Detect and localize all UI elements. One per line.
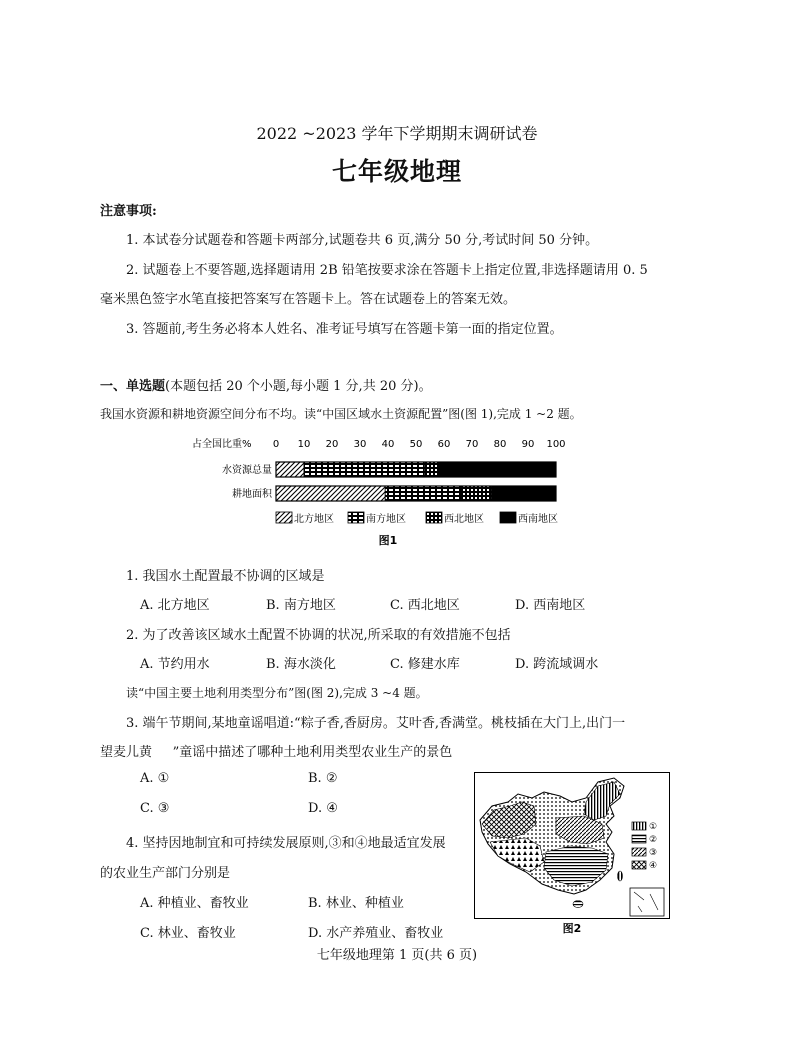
map-legend-swatch-2 <box>632 835 646 843</box>
map-legend-label-1: ① <box>649 822 658 832</box>
map-legend-label-3: ③ <box>649 848 658 858</box>
chart-tick-label: 30 <box>353 439 367 450</box>
chart-tick-label: 80 <box>493 439 507 450</box>
chart-tick-label: 60 <box>437 439 451 450</box>
section-title: 一、单选题 <box>100 379 166 394</box>
question-2-option-d[interactable]: D. 跨流域调水 <box>515 657 599 672</box>
chart-bar-segment <box>385 486 461 501</box>
notice-item-3: 3. 答题前,考生务必将本人姓名、准考证号填写在答题卡第一面的指定位置。 <box>126 322 563 337</box>
notice-heading: 注意事项: <box>100 204 157 219</box>
map-legend-swatch-1 <box>632 822 646 830</box>
exam-title: 2022 ~2023 学年下学期期末调研试卷 <box>256 124 538 143</box>
chart-legend-swatch <box>426 512 442 523</box>
question-4-option-d[interactable]: D. 水产养殖业、畜牧业 <box>308 926 444 941</box>
chart-tick-label: 40 <box>381 439 395 450</box>
map-legend-label-4: ④ <box>649 861 658 871</box>
question-3-line-1: 3. 端午节期间,某地童谣唱道:“粽子香,香厨房。艾叶香,香满堂。桃枝插在大门上,出门一 <box>126 716 626 731</box>
chart-tick-label: 100 <box>546 439 566 450</box>
map-caption: 图2 <box>562 922 582 935</box>
water-land-chart <box>190 432 590 550</box>
chart-bar-segment <box>276 462 304 477</box>
chart-bar-segment <box>461 486 492 501</box>
chart-tick-label: 50 <box>409 439 423 450</box>
question-2-option-c[interactable]: C. 修建水库 <box>390 657 460 672</box>
question-3-option-b[interactable]: B. ② <box>308 771 338 786</box>
chart-legend-swatch <box>276 512 292 523</box>
chart-bar-segment <box>492 486 556 501</box>
chart-bar-segment <box>276 486 385 501</box>
chart-tick-label: 70 <box>465 439 479 450</box>
chart-bar-segment <box>438 462 556 477</box>
land-use-map <box>474 772 670 938</box>
notice-item-2-line-1: 2. 试题卷上不要答题,选择题请用 2B 铅笔按要求涂在答题卡上指定位置,非选择题请用 0. 5 <box>126 263 648 278</box>
chart-legend-label: 西南地区 <box>518 514 558 525</box>
question-1-option-c[interactable]: C. 西北地区 <box>390 598 460 613</box>
chart-bar-segment <box>424 462 438 477</box>
question-3-option-c[interactable]: C. ③ <box>140 801 170 816</box>
map-legend-swatch-4 <box>632 861 646 869</box>
question-1-option-d[interactable]: D. 西南地区 <box>515 598 586 613</box>
chart-tick-label: 90 <box>521 439 535 450</box>
question-2-option-a[interactable]: A. 节约用水 <box>140 657 210 672</box>
question-1-option-a[interactable]: A. 北方地区 <box>140 598 210 613</box>
question-3-line-2: 望麦儿黄 ”童谣中描述了哪种土地利用类型农业生产的景色 <box>100 745 453 760</box>
section-desc: (本题包括 20 个小题,每小题 1 分,共 20 分)。 <box>165 379 432 394</box>
chart-tick-label: 20 <box>325 439 339 450</box>
map-legend-label-2: ② <box>649 835 658 845</box>
chart-caption: 图1 <box>378 534 398 547</box>
chart-legend-label: 北方地区 <box>294 514 334 525</box>
chart-category-label: 水资源总量 <box>222 465 272 476</box>
question-intro-1: 我国水资源和耕地资源空间分布不均。读“中国区域水土资源配置”图(图 1),完成 1 ~2 题。 <box>100 407 582 421</box>
exam-subject: 七年级地理 <box>331 157 462 186</box>
question-intro-2: 读“中国主要土地利用类型分布”图(图 2),完成 3 ~4 题。 <box>126 686 428 700</box>
notice-item-2-line-2: 毫米黑色签字水笔直接把答案写在答题卡上。答在试题卷上的答案无效。 <box>100 292 517 307</box>
notice-item-1: 1. 本试卷分试题卷和答题卡两部分,试题卷共 6 页,满分 50 分,考试时间 50 分钟。 <box>126 233 599 248</box>
chart-tick-label: 0 <box>272 439 280 450</box>
question-4-option-c[interactable]: C. 林业、畜牧业 <box>140 926 236 941</box>
chart-category-label: 耕地面积 <box>232 489 272 500</box>
question-2-option-b[interactable]: B. 海水淡化 <box>266 657 336 672</box>
map-taiwan <box>618 871 623 881</box>
chart-legend-label: 西北地区 <box>444 514 484 525</box>
map-south-sea-inset <box>630 888 664 916</box>
question-3-option-a[interactable]: A. ① <box>140 771 170 786</box>
question-4-line-2: 的农业生产部门分别是 <box>100 866 231 881</box>
question-4-line-1: 4. 坚持因地制宜和可持续发展原则,③和④地最适宜发展 <box>126 836 446 851</box>
chart-tick-label: 10 <box>297 439 311 450</box>
chart-legend-swatch <box>348 512 364 523</box>
question-4-option-b[interactable]: B. 林业、种植业 <box>308 896 404 911</box>
question-3-option-d[interactable]: D. ④ <box>308 801 338 816</box>
question-1-option-b[interactable]: B. 南方地区 <box>266 598 336 613</box>
question-2-stem: 2. 为了改善该区域水土配置不协调的状况,所采取的有效措施不包括 <box>126 628 511 643</box>
chart-legend-swatch <box>500 512 516 523</box>
chart-legend-label: 南方地区 <box>366 514 406 525</box>
question-4-option-a[interactable]: A. 种植业、畜牧业 <box>140 896 249 911</box>
page-footer: 七年级地理第 1 页(共 6 页) <box>316 948 478 963</box>
section-heading <box>100 375 432 394</box>
map-hainan <box>573 901 583 908</box>
map-legend-swatch-3 <box>632 848 646 856</box>
chart-bar-segment <box>304 462 424 477</box>
question-1-stem: 1. 我国水土配置最不协调的区域是 <box>126 569 325 584</box>
chart-title: 占全国比重% <box>192 439 252 450</box>
